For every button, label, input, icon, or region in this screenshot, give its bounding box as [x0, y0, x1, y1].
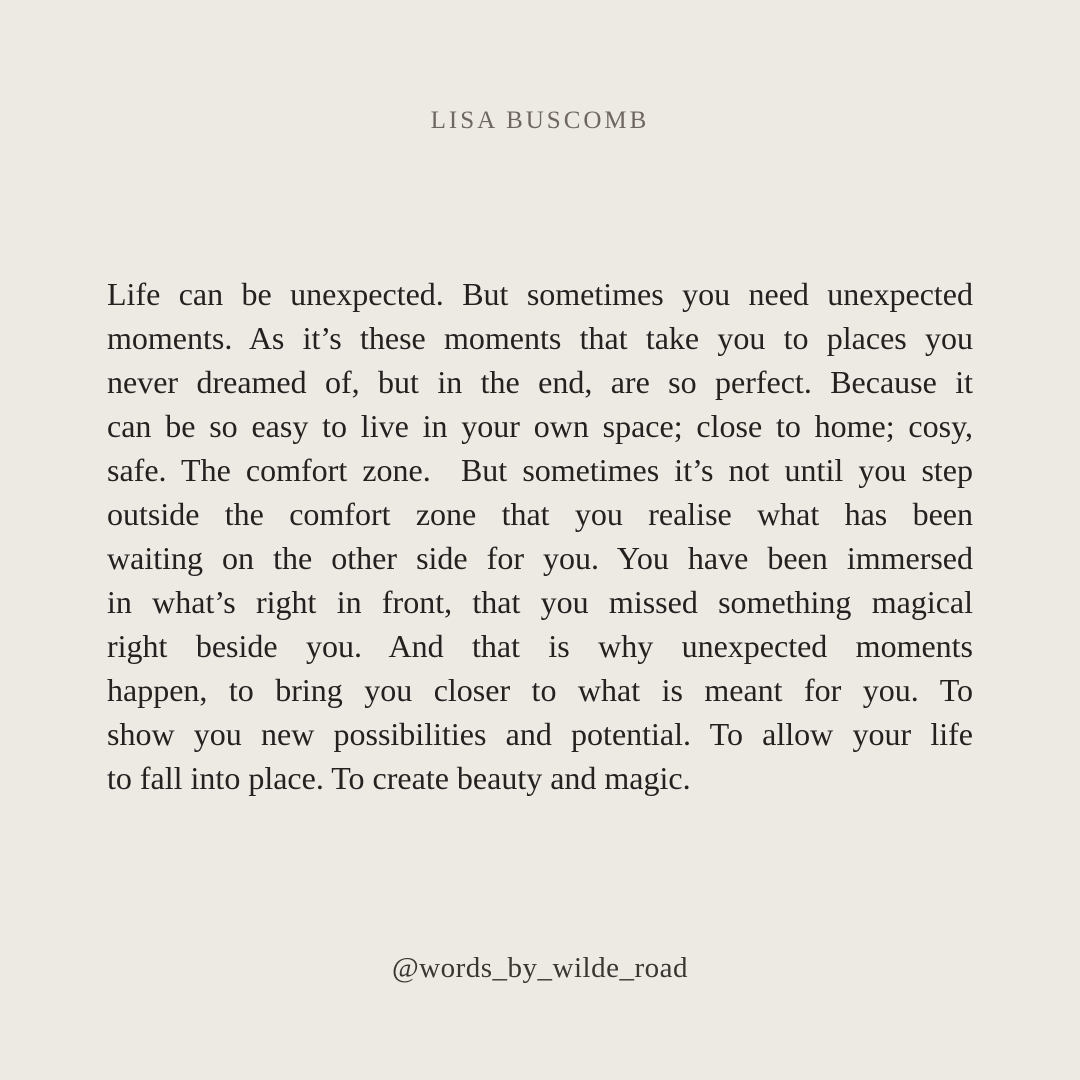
- quote-line: outside the comfort zone that you realise what has been: [107, 496, 973, 532]
- quote-line: right beside you. And that is why unexpected moments: [107, 628, 973, 664]
- quote-line: in what’s right in front, that you missed something magical: [107, 584, 973, 620]
- author-name: LISA BUSCOMB: [430, 107, 650, 134]
- quote-paragraph: [107, 272, 973, 800]
- quote-line: safe. The comfort zone. But sometimes it’s not until you step: [107, 452, 973, 488]
- quote-line: can be so easy to live in your own space; close to home; cosy,: [107, 408, 973, 444]
- quote-line: happen, to bring you closer to what is meant for you. To: [107, 672, 973, 708]
- quote-line: Life can be unexpected. But sometimes you need unexpected: [107, 276, 973, 312]
- quote-line: waiting on the other side for you. You have been immersed: [107, 540, 973, 576]
- quote-line-last: to fall into place. To create beauty and magic.: [107, 760, 691, 796]
- quote-line: moments. As it’s these moments that take you to places you: [107, 320, 973, 356]
- instagram-handle: @words_by_wilde_road: [391, 952, 689, 984]
- quote-line: never dreamed of, but in the end, are so perfect. Because it: [107, 364, 973, 400]
- quote-line: show you new possibilities and potential. To allow your life: [107, 716, 973, 752]
